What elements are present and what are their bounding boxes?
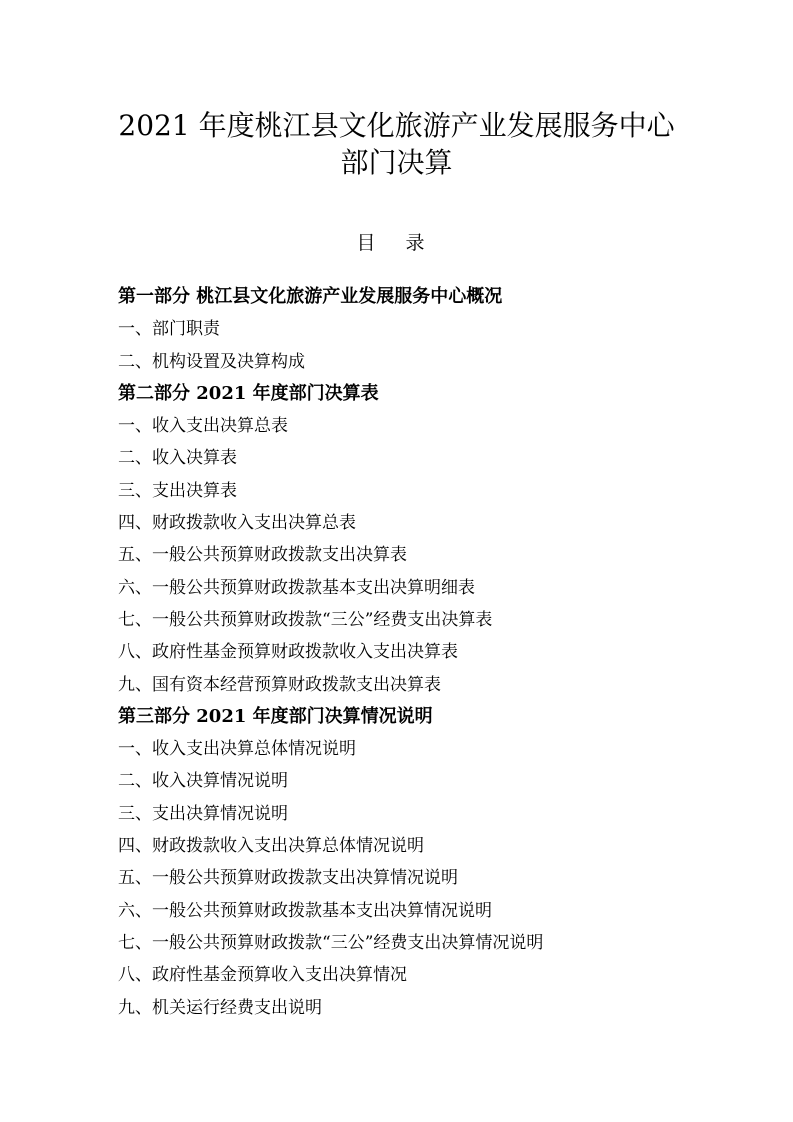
toc-item: 五、一般公共预算财政拨款支出决算情况说明 — [118, 868, 458, 889]
toc-item: 八、政府性基金预算收入支出决算情况 — [118, 965, 407, 986]
toc-item: 七、一般公共预算财政拨款“三公”经费支出决算情况说明 — [118, 932, 544, 953]
document-title-line-2: 部门决算 — [340, 146, 453, 179]
toc-item: 三、支出决算表 — [118, 480, 237, 501]
toc-item: 二、机构设置及决算构成 — [118, 351, 305, 372]
document-title-line-1: 2021 年度桃江县文化旅游产业发展服务中心 — [118, 109, 675, 142]
toc-item: 六、一般公共预算财政拨款基本支出决算情况说明 — [118, 900, 492, 921]
toc-item: 二、收入决算表 — [118, 448, 237, 469]
table-of-contents — [118, 281, 738, 1024]
toc-item: 九、机关运行经费支出说明 — [118, 997, 322, 1018]
toc-section-2: 第二部分 2021 年度部门决算表 — [118, 382, 379, 404]
toc-item: 七、一般公共预算财政拨款“三公”经费支出决算表 — [118, 609, 493, 630]
toc-item: 九、国有资本经营预算财政拨款支出决算表 — [118, 674, 441, 695]
toc-item: 五、一般公共预算财政拨款支出决算表 — [118, 545, 407, 566]
toc-item: 二、收入决算情况说明 — [118, 771, 288, 792]
toc-heading: 目 录 — [356, 232, 437, 254]
toc-item: 四、财政拨款收入支出决算总体情况说明 — [118, 836, 424, 857]
toc-item: 八、政府性基金预算财政拨款收入支出决算表 — [118, 642, 458, 663]
toc-item: 三、支出决算情况说明 — [118, 803, 288, 824]
toc-item: 一、部门职责 — [118, 319, 220, 340]
toc-item: 四、财政拨款收入支出决算总表 — [118, 513, 356, 534]
toc-item: 一、收入支出决算总表 — [118, 416, 288, 437]
toc-item: 六、一般公共预算财政拨款基本支出决算明细表 — [118, 577, 475, 598]
toc-item: 一、收入支出决算总体情况说明 — [118, 739, 356, 760]
toc-section-1: 第一部分 桃江县文化旅游产业发展服务中心概况 — [118, 286, 503, 307]
toc-section-3: 第三部分 2021 年度部门决算情况说明 — [118, 705, 433, 727]
